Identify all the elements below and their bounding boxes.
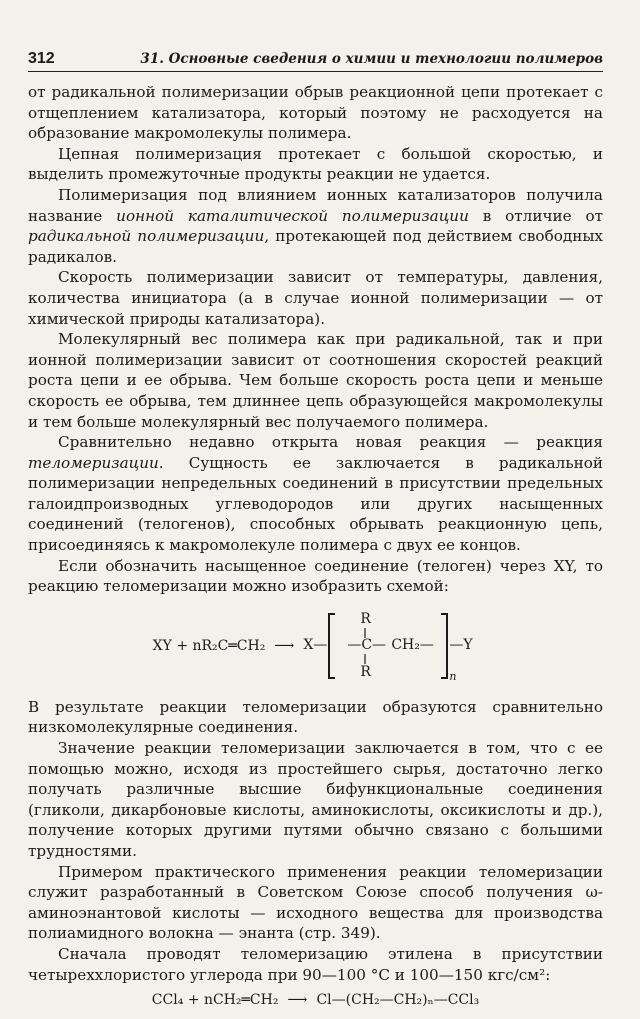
telomer-structure <box>303 604 478 688</box>
paragraph-3: Полимеризация под влиянием ионных катализаторов получила название ионной каталитической полимеризации в отличие от радикальной полимеризации, протекающей под действием свободных радикалов. <box>28 185 603 266</box>
carbon-atom: —C— <box>347 636 387 653</box>
substituent-r-top: R <box>360 610 371 627</box>
paragraph-6: Сравнительно недавно открыта новая реакция — реакция теломеризации. Сущность ее заключается в радикальной полимеризации непредельных соединений в присутствии предельных галоидпроизводных углеводородов или других насыщенных соединений (телогенов), способных обрывать реакционную цепь, присоединяясь к макромолекуле полимера с двух ее концов. <box>28 433 603 555</box>
term-radical: радикальной полимеризации <box>28 227 265 246</box>
paragraph-8: В результате реакции теломеризации образуются сравнительно низкомолекулярные соединения. <box>28 697 603 737</box>
paragraph-2: Цепная полимеризация протекает с большой скоростью, и выделить промежуточные продукты реакции не удается. <box>28 144 603 184</box>
telomerization-equation <box>28 601 603 691</box>
eq1-left: XY + nR₂C═CH₂ <box>152 637 266 654</box>
ch2-group: CH₂— <box>391 636 434 653</box>
paragraph-9: Значение реакции теломеризации заключается в том, что с ее помощью можно, исходя из простейшего сырья, достаточно легко получать различные высшие бифункциональные соединения (гликоли, дикарбоновые кислоты, аминокислоты, оксикислоты и др.), получение которых другими путями обычно связано с большими трудностями. <box>28 739 603 860</box>
term-telomerization: теломеризации <box>28 453 159 472</box>
book-page <box>28 50 603 1019</box>
paragraph-10: Примером практического применения реакции теломеризации служит разработанный в Советском Союзе способ получения ω-аминоэнантовой кислоты — исходного вещества для производства полиамидного волокна — энанта (стр. 349). <box>28 862 603 943</box>
ethylene-telomerization-equation <box>28 987 603 1013</box>
term-ionic: ионной каталитической полимеризации <box>116 206 469 225</box>
paragraph-5: Молекулярный вес полимера как при радикальной, так и при ионной полимеризации зависит от соотношения скоростей реакций роста цепи и ее обрыва. Чем больше скорость роста цепи и меньше скорость ее обрыва, тем длиннее цепь образующейся макромолекулы и тем больше молекулярный вес получаемого полимера. <box>28 330 603 431</box>
reaction-arrow: ⟶ <box>274 637 295 654</box>
page-number: 312 <box>28 50 55 67</box>
eq2-right: Cl—(CH₂—CH₂)ₙ—CCl₃ <box>316 992 480 1009</box>
group-x: X— <box>303 636 328 653</box>
paragraph-1: от радикальной полимеризации обрыв реакционной цепи протекает с отщеплением катализатора, который поэтому не расходуется на образование макромолекулы полимера. <box>28 83 603 143</box>
paragraph-11: Сначала проводят теломеризацию этилена в присутствии четыреххлористого углерода при 90—100 °С и 100—150 кгс/см²: <box>28 944 603 984</box>
eq2-left: CCl₄ + nCH₂═CH₂ <box>151 992 279 1009</box>
paragraph-7: Если обозначить насыщенное соединение (телоген) через XY, то реакцию теломеризации можно изобразить схемой: <box>28 556 603 596</box>
paragraph-4: Скорость полимеризации зависит от температуры, давления, количества инициатора (а в случае ионной полимеризации — от химической природы катализатора). <box>28 268 603 328</box>
page-header <box>28 50 603 72</box>
group-y: —Y <box>449 636 473 653</box>
substituent-r-bottom: R <box>360 663 371 680</box>
running-title: 31. Основные сведения о химии и технологии полимеров <box>140 51 603 67</box>
repeat-n: n <box>449 669 457 683</box>
reaction-arrow-2: ⟶ <box>287 992 308 1009</box>
